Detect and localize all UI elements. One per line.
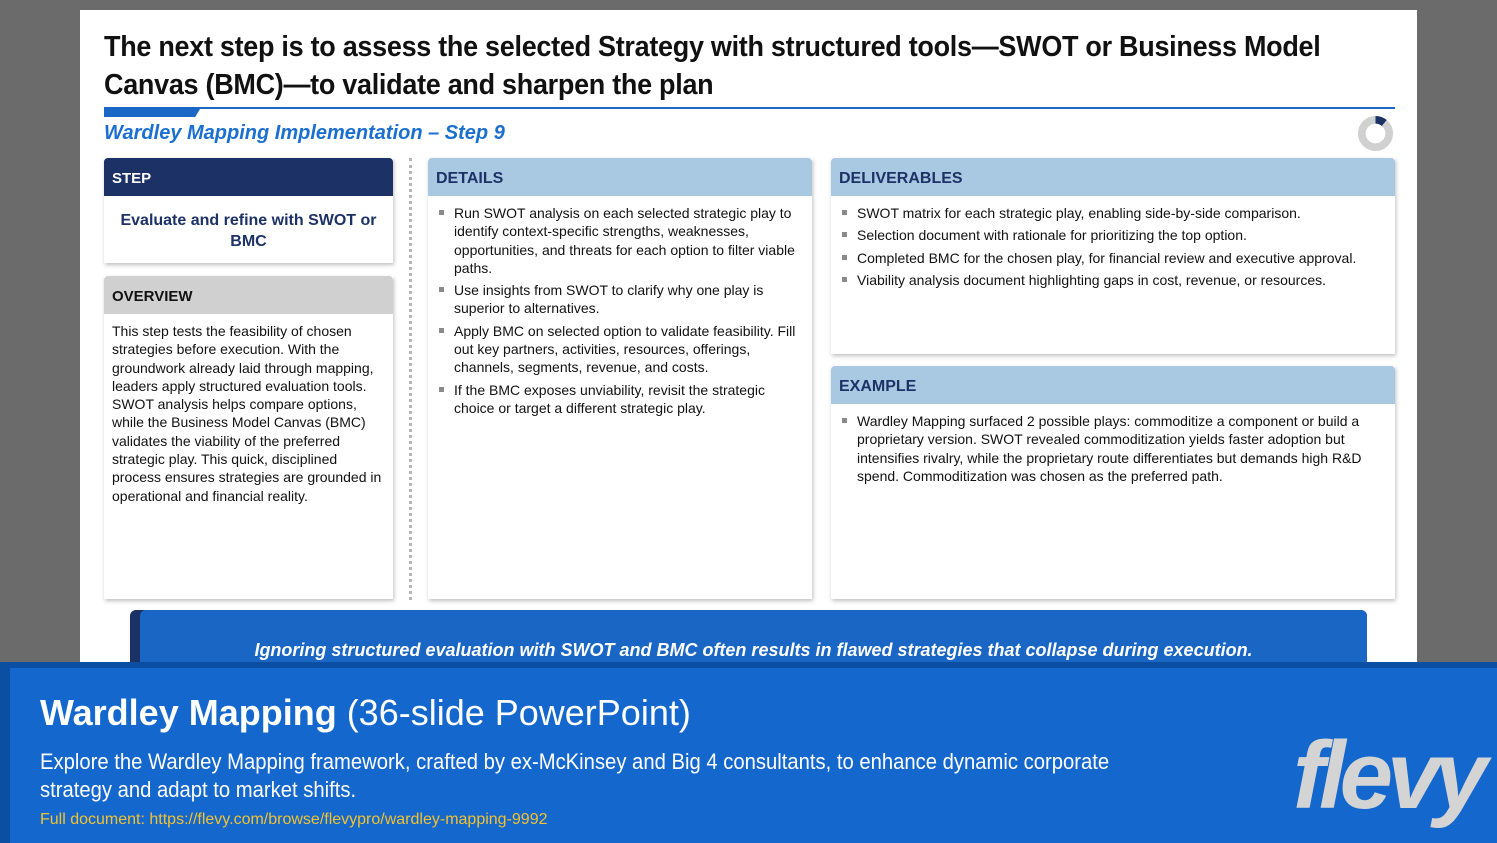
progress-donut-icon bbox=[1356, 114, 1395, 153]
details-header: DETAILS bbox=[428, 158, 812, 196]
column-divider bbox=[409, 158, 412, 600]
list-item: Use insights from SWOT to clarify why one play is superior to alternatives. bbox=[436, 281, 804, 318]
list-item: Apply BMC on selected option to validate feasibility. Fill out key partners, activities, resources, offerings, channels, segments, revenue, and costs. bbox=[436, 322, 804, 377]
promo-banner bbox=[0, 662, 1497, 843]
slide bbox=[80, 10, 1417, 665]
deliverables-header: DELIVERABLES bbox=[831, 158, 1395, 196]
details-list bbox=[428, 196, 812, 417]
list-item: Run SWOT analysis on each selected strategic play to identify context-specific strengths, weaknesses, opportunities, and threats for each option to filter viable paths. bbox=[436, 204, 804, 277]
banner-title-rest: (36-slide PowerPoint) bbox=[336, 692, 691, 733]
overview-header: OVERVIEW bbox=[104, 276, 393, 314]
flevy-logo[interactable]: flevy bbox=[1293, 722, 1482, 829]
callout-box: Ignoring structured evaluation with SWOT and BMC often results in flawed strategies that collapse during execution. bbox=[140, 610, 1367, 665]
example-list bbox=[831, 404, 1395, 485]
banner-title-strong: Wardley Mapping bbox=[40, 692, 337, 733]
overview-text: This step tests the feasibility of chosen strategies before execution. With the groundwork already laid through mapping, leaders apply structured evaluation tools. SWOT analysis helps compare options, while the Business Model Canvas (BMC) validates the viability of the preferred strategic play. This quick, disciplined process ensures strategies are grounded in operational and financial reality. bbox=[112, 323, 382, 504]
title-line-1: The next step is to assess the selected Strategy with structured tools—SWOT or Business Model bbox=[104, 31, 1321, 63]
example-header: EXAMPLE bbox=[831, 366, 1395, 404]
step-header: STEP bbox=[104, 158, 393, 196]
list-item: Wardley Mapping surfaced 2 possible plays: commoditize a component or build a proprietary version. SWOT revealed commoditization yields faster adoption but intensifies rivalry, while the proprietary route differentiates but demands high R&D spend. Commoditization was chosen as the preferred path. bbox=[839, 412, 1387, 485]
list-item: Selection document with rationale for prioritizing the top option. bbox=[839, 226, 1387, 244]
example-card bbox=[831, 366, 1395, 599]
title-line-2: Canvas (BMC)—to validate and sharpen the plan bbox=[104, 69, 714, 101]
promo-banner-inner bbox=[10, 668, 1497, 843]
step-text: Evaluate and refine with SWOT or BMC bbox=[120, 212, 377, 250]
banner-description-line-2: strategy and adapt to market shifts. bbox=[40, 777, 357, 802]
list-item: Completed BMC for the chosen play, for financial review and executive approval. bbox=[839, 249, 1387, 267]
list-item: SWOT matrix for each strategic play, enabling side-by-side comparison. bbox=[839, 204, 1387, 222]
step-card bbox=[104, 158, 393, 263]
section-subtitle: Wardley Mapping Implementation – Step 9 bbox=[104, 122, 505, 144]
details-card bbox=[428, 158, 812, 599]
list-item: If the BMC exposes unviability, revisit the strategic choice or target a different strategic play. bbox=[436, 381, 804, 418]
list-item: Viability analysis document highlighting gaps in cost, revenue, or resources. bbox=[839, 271, 1387, 289]
banner-title bbox=[40, 692, 691, 734]
donut-hole bbox=[1366, 124, 1386, 144]
banner-description bbox=[40, 748, 1110, 804]
deliverables-card bbox=[831, 158, 1395, 354]
title-rule-accent bbox=[104, 109, 200, 117]
deliverables-list bbox=[831, 196, 1395, 289]
title-rule bbox=[104, 107, 1395, 109]
page-title bbox=[104, 28, 1321, 104]
banner-description-line-1: Explore the Wardley Mapping framework, crafted by ex-McKinsey and Big 4 consultants, to enhance dynamic corporate bbox=[40, 749, 1110, 774]
document-link[interactable]: Full document: https://flevy.com/browse/flevypro/wardley-mapping-9992 bbox=[40, 811, 548, 828]
overview-card bbox=[104, 276, 393, 599]
